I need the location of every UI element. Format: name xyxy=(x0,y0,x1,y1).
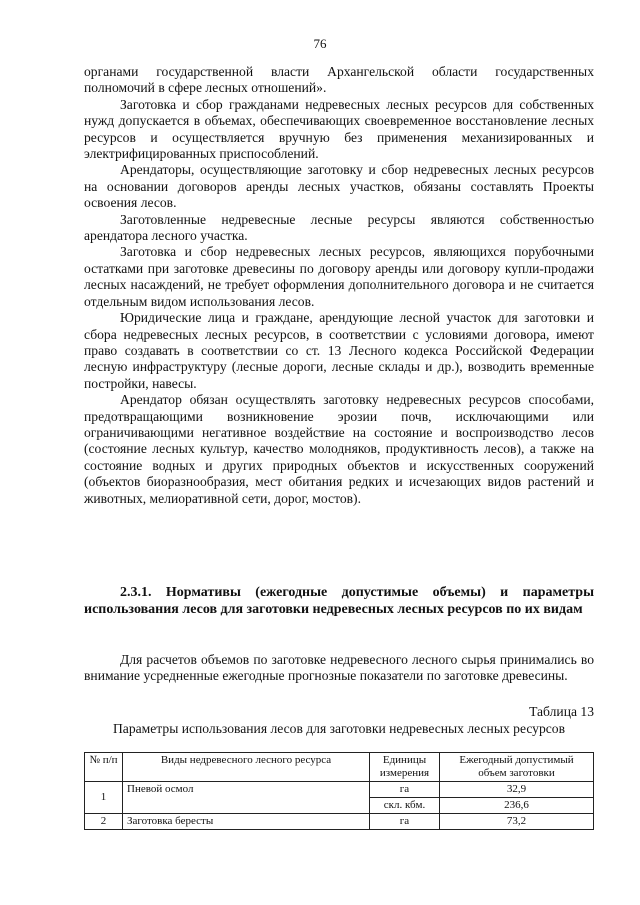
header-volume: Ежегодный допустимый объем заготовки xyxy=(440,753,594,782)
paragraph: Юридические лица и граждане, арендующие лесной участок для заготовки и сбора недревесных лесных ресурсов, в соответствии с условиями договора, имеют право создавать в соответствии со ст. 13 Лесного кодекса Российской Федерации лесную инфраструктуру (лесные дороги, лесные склады и др.), возводить временные постройки, навесы. xyxy=(84,310,594,391)
cell-volume: 32,9 xyxy=(440,782,594,798)
section-heading: 2.3.1. Нормативы (ежегодные допустимые объемы) и параметры использования лесов для заготовки недревесных лесных ресурсов по их видам xyxy=(84,585,594,617)
header-unit: Единицы измерения xyxy=(370,753,440,782)
cell-unit: скл. кбм. xyxy=(370,798,440,814)
paragraph: Арендаторы, осуществляющие заготовку и сбор недревесных лесных ресурсов на основании договоров аренды лесных участков, обязаны составлять Проекты освоения лесов. xyxy=(84,162,594,211)
paragraph: органами государственной власти Архангельской области государственных полномочий в сфере лесных отношений». xyxy=(84,64,594,96)
cell-resource: Заготовка бересты xyxy=(123,814,370,830)
table-caption: Параметры использования лесов для заготовки недревесных лесных ресурсов xyxy=(112,721,566,736)
cell-volume: 236,6 xyxy=(440,798,594,814)
cell-unit: га xyxy=(370,814,440,830)
cell-num: 1 xyxy=(85,782,123,814)
header-resource: Виды недревесного лесного ресурса xyxy=(123,753,370,782)
paragraph: Заготовка и сбор недревесных лесных ресурсов, являющихся порубочными остатками при заготовке древесины по договору аренды или договору купли-продажи лесных насаждений, не требует оформления дополнительного договора и не считается отдельным видом использования лесов. xyxy=(84,244,594,309)
parameters-table xyxy=(84,752,594,830)
table-header-row xyxy=(85,753,594,782)
cell-volume: 73,2 xyxy=(440,814,594,830)
table-row xyxy=(85,782,594,798)
cell-num: 2 xyxy=(85,814,123,830)
intro-paragraph: Для расчетов объемов по заготовке недревесного лесного сырья принимались во внимание усредненные ежегодные прогнозные показатели по заготовке древесины. xyxy=(84,652,594,684)
page-number: 76 xyxy=(313,36,327,51)
paragraph: Заготовка и сбор гражданами недревесных лесных ресурсов для собственных нужд допускается в объемах, обеспечивающих своевременное восстановление лесных ресурсов и осуществляется вручную без применения механизированных и электрифицированных приспособлений. xyxy=(84,96,594,162)
body-text xyxy=(84,64,594,507)
cell-resource: Пневой осмол xyxy=(123,782,370,814)
cell-unit: га xyxy=(370,782,440,798)
table-row xyxy=(85,814,594,830)
paragraph: Заготовленные недревесные лесные ресурсы являются собственностью арендатора лесного участка. xyxy=(84,211,594,244)
header-num: № п/п xyxy=(85,753,123,782)
table-label: Таблица 13 xyxy=(529,704,594,719)
paragraph: Арендатор обязан осуществлять заготовку недревесных ресурсов способами, предотвращающими возникновение эрозии почв, исключающими или ограничивающими негативное воздействие на состояние и воспроизводство лесов (состояние лесных культур, качество молодняков, продуктивность лесов), а также на состояние водных и других природных объектов и искусственных сооружений (объектов биоразнообразия, мест обитания редких и исчезающих видов растений и животных, мелиоративной сети, дорог, мостов). xyxy=(84,392,594,506)
